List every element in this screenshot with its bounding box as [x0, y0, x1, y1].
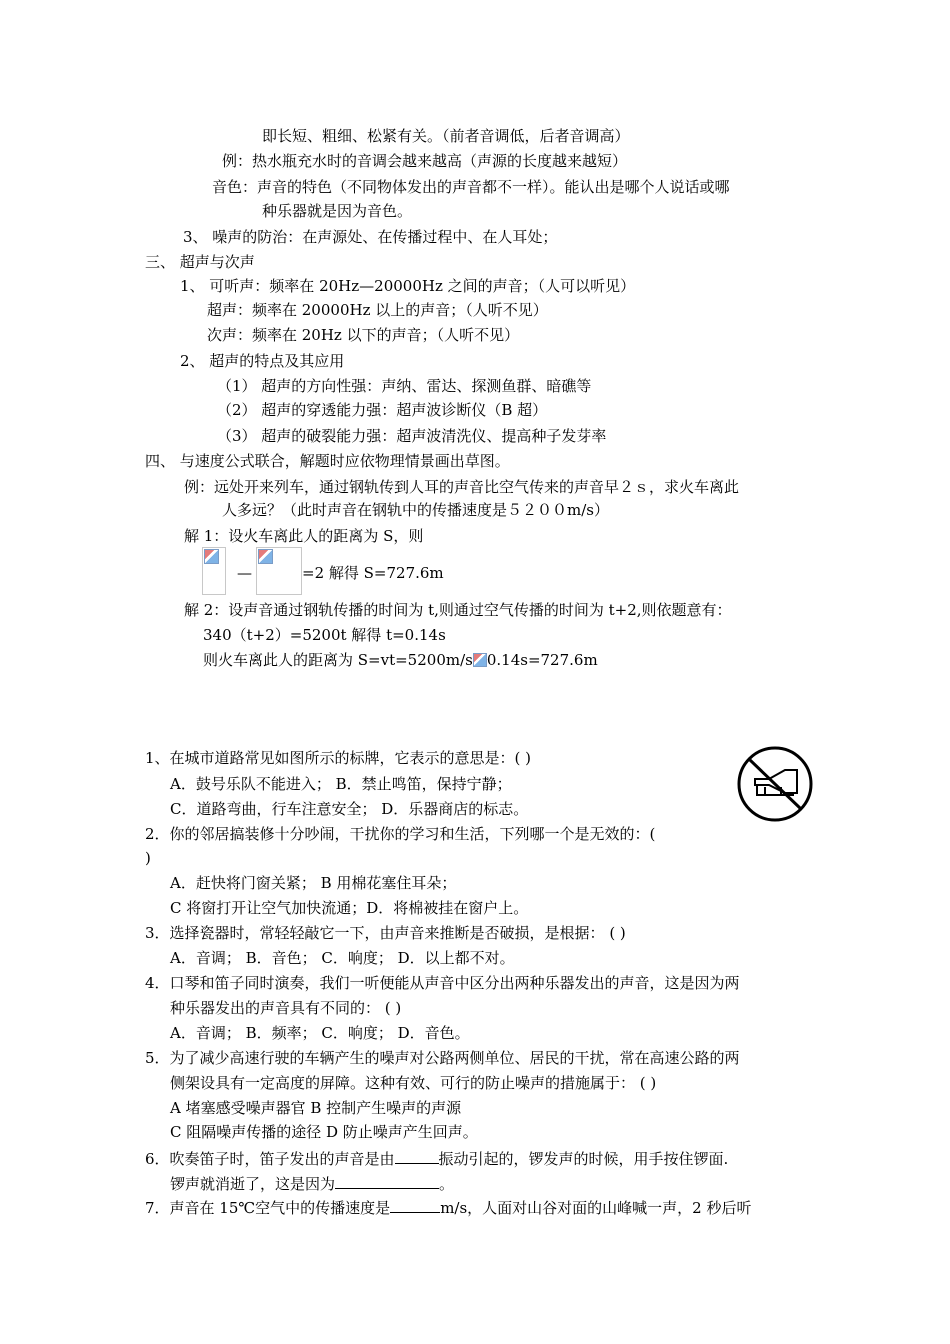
- question-option: A．音调； B．频率； C．响度； D．音色。: [170, 1024, 470, 1042]
- question-text-part: 7．声音在 15℃空气中的传播速度是: [145, 1199, 391, 1217]
- question-option: A 堵塞感受噪声器官 B 控制产生噪声的声源: [170, 1099, 462, 1117]
- solution-text: 解 2：设声音通过钢轨传播的时间为 t,则通过空气传播的时间为 t+2,则依题意有：: [184, 601, 732, 619]
- notes-line: 音色：声音的特色（不同物体发出的声音都不一样）。能认出是哪个人说话或哪: [212, 178, 730, 196]
- question-text-part: 锣声就消逝了，这是因为: [170, 1175, 336, 1193]
- broken-image-icon: [473, 653, 487, 667]
- question-3: 3．选择瓷器时，常轻轻敲它一下，由声音来推断是否破损，是根据： ( ): [145, 924, 626, 942]
- question-text-part: 6．吹奏笛子时，笛子发出的声音是由: [145, 1150, 395, 1168]
- notes-line: （3） 超声的破裂能力强：超声波清洗仪、提高种子发芽率: [217, 427, 607, 445]
- question-text: [170, 1172, 454, 1194]
- formula-result: =2 解得 S=727.6m: [302, 564, 444, 582]
- question-1: 1、在城市道路常见如图所示的标牌，它表示的意思是：( ): [145, 749, 532, 767]
- question-text: 种乐器发出的声音具有不同的： ( ): [170, 999, 402, 1017]
- notes-line: 2、 超声的特点及其应用: [180, 352, 345, 370]
- answer-blank[interactable]: [335, 1172, 439, 1189]
- question-option: A．音调； B．音色； C．响度； D．以上都不对。: [170, 949, 515, 967]
- notes-line: （1） 超声的方向性强：声纳、雷达、探测鱼群、暗礁等: [217, 377, 592, 395]
- solution-text: [203, 650, 598, 670]
- question-text: ): [145, 849, 151, 867]
- question-text-part: m/s，人面对山谷对面的山峰喊一声，2 秒后听: [440, 1199, 752, 1217]
- notes-line: （2） 超声的穿透能力强：超声波诊断仪（B 超）: [217, 401, 548, 419]
- example-text: 人多远？（此时声音在钢轨中的传播速度是５２００m/s）: [222, 501, 609, 519]
- notes-line: 3、 噪声的防治：在声源处、在传播过程中、在人耳处；: [183, 228, 558, 246]
- question-4: 4．口琴和笛子同时演奏，我们一听便能从声音中区分出两种乐器发出的声音，这是因为两: [145, 974, 740, 992]
- question-5: 5．为了减少高速行驶的车辆产生的噪声对公路两侧单位、居民的干扰，常在高速公路的两: [145, 1049, 740, 1067]
- no-horn-sign-icon: [735, 743, 815, 825]
- solution-text: 解 1：设火车离此人的距离为 S，则: [184, 527, 424, 545]
- question-option: C 将窗打开让空气加快流通；D．将棉被挂在窗户上。: [170, 899, 529, 917]
- notes-line: 超声：频率在 20000Hz 以上的声音；（人听不见）: [207, 301, 548, 319]
- question-6: [145, 1147, 728, 1169]
- notes-line: 次声：频率在 20Hz 以下的声音；（人听不见）: [207, 326, 520, 344]
- notes-line: 例：热水瓶充水时的音调会越来越高（声源的长度越来越短）: [222, 152, 628, 170]
- broken-image-icon: [258, 549, 273, 564]
- question-text-part: 振动引起的，锣发声的时候，用手按住锣面.: [438, 1150, 729, 1168]
- notes-line: 种乐器就是因为音色。: [262, 202, 413, 220]
- notes-line: 1、 可听声：频率在 20Hz—20000Hz 之间的声音；（人可以听见）: [180, 277, 636, 295]
- formula-image-placeholder: [202, 547, 226, 595]
- notes-line: 即长短、粗细、松紧有关。（前者音调低，后者音调高）: [262, 127, 630, 145]
- formula-dash: —: [237, 564, 252, 582]
- solution-text-part: 0.14s=727.6m: [486, 651, 598, 669]
- question-text-part: 。: [439, 1175, 455, 1193]
- solution-text-part: 则火车离此人的距离为 S=vt=5200m/s: [203, 651, 473, 669]
- solution-text: 340（t+2）=5200t 解得 t=0.14s: [203, 626, 446, 644]
- answer-blank[interactable]: [390, 1196, 440, 1213]
- question-option: A．鼓号乐队不能进入； B．禁止鸣笛，保持宁静；: [170, 775, 512, 793]
- broken-image-icon: [204, 549, 219, 564]
- formula-image-placeholder: [256, 547, 302, 595]
- question-text: 侧架设具有一定高度的屏障。这种有效、可行的防止噪声的措施属于： ( ): [170, 1074, 657, 1092]
- section-heading: 四、 与速度公式联合，解题时应依物理情景画出草图。: [145, 452, 510, 470]
- question-option: C．道路弯曲，行车注意安全； D．乐器商店的标志。: [170, 800, 529, 818]
- answer-blank[interactable]: [395, 1147, 439, 1164]
- question-2: 2．你的邻居搞装修十分吵闹，干扰你的学习和生活，下列哪一个是无效的：(: [145, 825, 656, 843]
- question-option: A．赶快将门窗关紧； B 用棉花塞住耳朵；: [170, 874, 457, 892]
- question-option: C 阻隔噪声传播的途径 D 防止噪声产生回声。: [170, 1123, 478, 1141]
- section-heading: 三、 超声与次声: [145, 253, 255, 271]
- example-text: 例：远处开来列车，通过钢轨传到人耳的声音比空气传来的声音早２ｓ，求火车离此: [184, 478, 740, 496]
- question-7: [145, 1196, 751, 1218]
